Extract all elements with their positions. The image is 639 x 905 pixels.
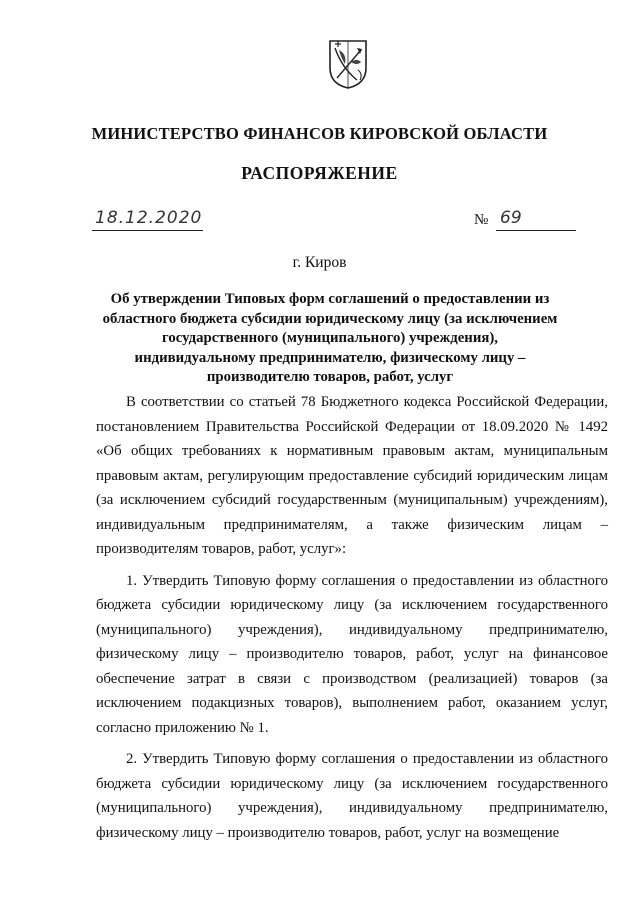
document-body bbox=[96, 390, 608, 852]
clause-1-paragraph: 1. Утвердить Типовую форму соглашения о предоставлении из областного бюджета субсидии юридическому лицу (за исключением государственного (муниципального) учреждения), индивидуальному предпринимателю, физическому лицу – производителю товаров, работ, услуг на финансовое обеспечение затрат в связи с производством (реализацией) товаров (за исключением подакцизных товаров), выполнением работ, оказанием услуг, согласно приложению № 1. bbox=[96, 572, 608, 736]
document-number: 69 bbox=[496, 208, 576, 231]
city: г. Киров bbox=[292, 254, 347, 271]
document-date: 18.12.2020 bbox=[92, 208, 203, 231]
document-title: Об утверждении Типовых форм соглашений о предоставлении из областного бюджета субсидии юридическому лицу (за исключением государственного (муниципального) учреждения), индивидуальному предпринимателю, физическому лицу – производителю товаров, работ, услуг bbox=[102, 291, 558, 385]
number-sign: № bbox=[474, 212, 489, 228]
ministry-name: МИНИСТЕРСТВО ФИНАНСОВ КИРОВСКОЙ ОБЛАСТИ bbox=[91, 124, 548, 143]
clause-2-paragraph: 2. Утвердить Типовую форму соглашения о предоставлении из областного бюджета субсидии юридическому лицу (за исключением государственного (муниципального) учреждения), индивидуальному предпринимателю, физическому лицу – производителю товаров, работ, услуг на возмещение bbox=[96, 751, 608, 841]
preamble-paragraph: В соответствии со статьей 78 Бюджетного кодекса Российской Федерации, постановлением Правительства Российской Федерации от 18.09.2020 № 1492 «Об общих требованиях к нормативным правовым актам, муниципальным правовым актам, регулирующим предоставление субсидий юридическим лицам (за исключением субсидий государственным (муниципальным) учреждениям), индивидуальным предпринимателям, а также физическим лицам – производителям товаров, работ, услуг»: bbox=[96, 394, 608, 557]
document-type: РАСПОРЯЖЕНИЕ bbox=[241, 163, 398, 183]
kirov-coat-of-arms-icon bbox=[327, 38, 369, 90]
